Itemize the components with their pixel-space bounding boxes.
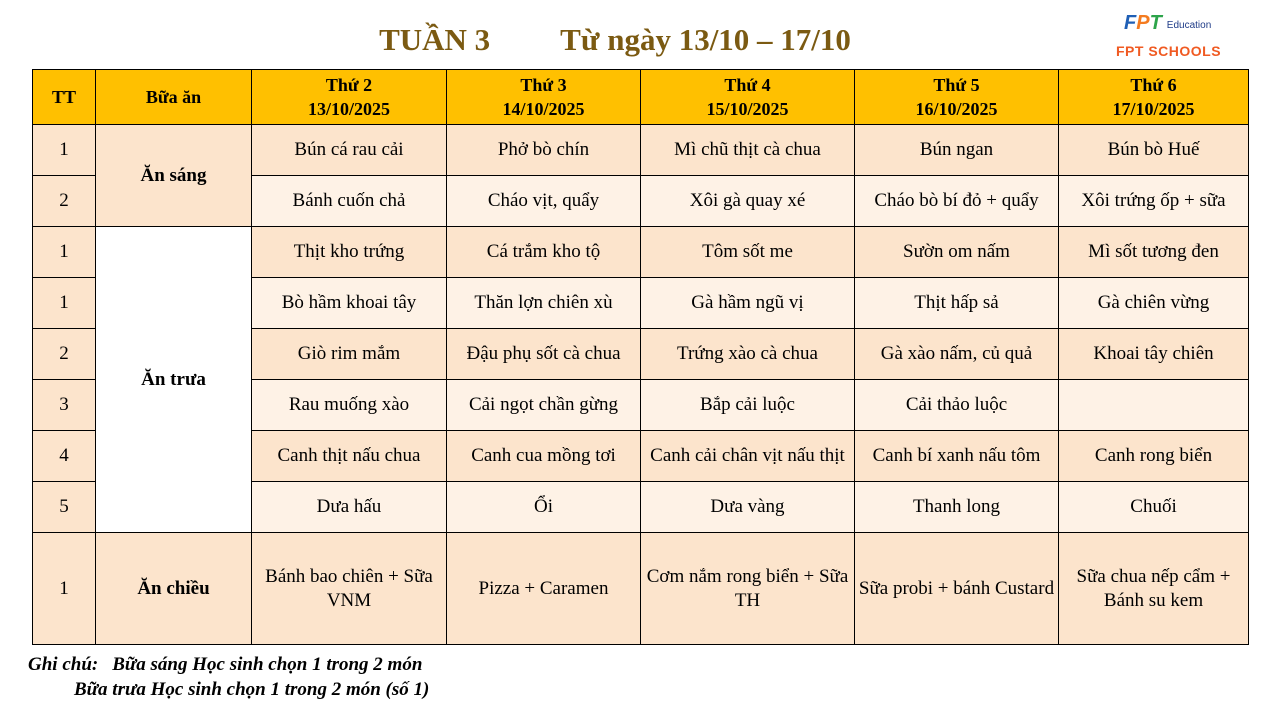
row-number: 4 bbox=[33, 431, 96, 482]
header-day-3 bbox=[641, 70, 855, 125]
dish-cell: Cải ngọt chần gừng bbox=[447, 380, 641, 431]
logo-letter-t: T bbox=[1149, 12, 1162, 34]
dish-cell: Canh cải chân vịt nấu thịt bbox=[641, 431, 855, 482]
header-day-1 bbox=[252, 70, 447, 125]
dish-cell: Thịt kho trứng bbox=[252, 227, 447, 278]
header-day-4 bbox=[855, 70, 1059, 125]
dish-cell: Pizza + Caramen bbox=[447, 533, 641, 645]
row-number: 2 bbox=[33, 176, 96, 227]
dish-cell: Mì chũ thịt cà chua bbox=[641, 125, 855, 176]
day-name: Thứ 3 bbox=[520, 75, 567, 95]
day-date: 17/10/2025 bbox=[1112, 99, 1195, 119]
dish-cell: Canh cua mồng tơi bbox=[447, 431, 641, 482]
dish-cell: Xôi gà quay xé bbox=[641, 176, 855, 227]
dish-cell: Gà chiên vừng bbox=[1059, 278, 1249, 329]
header-day-2 bbox=[447, 70, 641, 125]
weekly-menu-table bbox=[32, 69, 1249, 645]
dish-cell: Cá trắm kho tộ bbox=[447, 227, 641, 278]
dish-cell: Đậu phụ sốt cà chua bbox=[447, 329, 641, 380]
dish-cell: Gà hầm ngũ vị bbox=[641, 278, 855, 329]
dish-cell: Bún cá rau cải bbox=[252, 125, 447, 176]
day-name: Thứ 5 bbox=[933, 75, 980, 95]
dish-cell: Bún bò Huế bbox=[1059, 125, 1249, 176]
logo-education: Education bbox=[1166, 20, 1212, 31]
header-tt: TT bbox=[33, 70, 96, 125]
dish-cell: Cơm nắm rong biển + Sữa TH bbox=[641, 533, 855, 645]
dish-cell: Khoai tây chiên bbox=[1059, 329, 1249, 380]
dish-cell bbox=[1059, 380, 1249, 431]
dish-cell: Cháo bò bí đỏ + quẩy bbox=[855, 176, 1059, 227]
row-number: 3 bbox=[33, 380, 96, 431]
date-range: Từ ngày 13/10 – 17/10 bbox=[560, 22, 851, 57]
day-date: 15/10/2025 bbox=[706, 99, 789, 119]
dish-cell: Thăn lợn chiên xù bbox=[447, 278, 641, 329]
dish-cell: Phở bò chín bbox=[447, 125, 641, 176]
row-number: 5 bbox=[33, 482, 96, 533]
dish-cell: Canh thịt nấu chua bbox=[252, 431, 447, 482]
table-row bbox=[33, 533, 1249, 645]
dish-cell: Thanh long bbox=[855, 482, 1059, 533]
notes bbox=[28, 652, 429, 702]
header-day-5 bbox=[1059, 70, 1249, 125]
logo-letter-f: F bbox=[1124, 12, 1137, 34]
dish-cell: Xôi trứng ốp + sữa bbox=[1059, 176, 1249, 227]
dish-cell: Cải thảo luộc bbox=[855, 380, 1059, 431]
row-number: 1 bbox=[33, 125, 96, 176]
dish-cell: Canh rong biển bbox=[1059, 431, 1249, 482]
dish-cell: Canh bí xanh nấu tôm bbox=[855, 431, 1059, 482]
dish-cell: Tôm sốt me bbox=[641, 227, 855, 278]
dish-cell: Bắp cải luộc bbox=[641, 380, 855, 431]
meal-lunch: Ăn trưa bbox=[96, 227, 252, 533]
dish-cell: Sữa chua nếp cẩm + Bánh su kem bbox=[1059, 533, 1249, 645]
table-header-row bbox=[33, 70, 1249, 125]
day-name: Thứ 6 bbox=[1130, 75, 1177, 95]
meal-afternoon: Ăn chiều bbox=[96, 533, 252, 645]
dish-cell: Giò rim mắm bbox=[252, 329, 447, 380]
dish-cell: Dưa vàng bbox=[641, 482, 855, 533]
dish-cell: Trứng xào cà chua bbox=[641, 329, 855, 380]
dish-cell: Bún ngan bbox=[855, 125, 1059, 176]
row-number: 1 bbox=[33, 533, 96, 645]
dish-cell: Thịt hấp sả bbox=[855, 278, 1059, 329]
day-name: Thứ 2 bbox=[325, 75, 373, 95]
logo-schools: FPT SCHOOLS bbox=[1116, 43, 1222, 59]
row-number: 2 bbox=[33, 329, 96, 380]
note-label: Ghi chú: bbox=[28, 654, 99, 675]
row-number: 1 bbox=[33, 278, 96, 329]
day-date: 16/10/2025 bbox=[915, 99, 998, 119]
dish-cell: Bò hầm khoai tây bbox=[252, 278, 447, 329]
dish-cell: Rau muống xào bbox=[252, 380, 447, 431]
dish-cell: Dưa hấu bbox=[252, 482, 447, 533]
page-title bbox=[0, 20, 1230, 60]
dish-cell: Ổi bbox=[447, 482, 641, 533]
dish-cell: Sữa probi + bánh Custard bbox=[855, 533, 1059, 645]
dish-cell: Mì sốt tương đen bbox=[1059, 227, 1249, 278]
day-date: 14/10/2025 bbox=[502, 99, 585, 119]
day-date: 13/10/2025 bbox=[307, 99, 390, 119]
meal-breakfast: Ăn sáng bbox=[96, 125, 252, 227]
dish-cell: Gà xào nấm, củ quả bbox=[855, 329, 1059, 380]
day-name: Thứ 4 bbox=[724, 75, 771, 95]
dish-cell: Bánh bao chiên + Sữa VNM bbox=[252, 533, 447, 645]
dish-cell: Bánh cuốn chả bbox=[252, 176, 447, 227]
logo-letter-p: P bbox=[1136, 12, 1150, 34]
row-number: 1 bbox=[33, 227, 96, 278]
note-breakfast: Bữa sáng Học sinh chọn 1 trong 2 món bbox=[112, 654, 423, 675]
header-meal: Bữa ăn bbox=[96, 70, 252, 125]
dish-cell: Cháo vịt, quẩy bbox=[447, 176, 641, 227]
fpt-wordmark bbox=[1124, 12, 1162, 35]
fpt-schools-logo bbox=[1112, 12, 1242, 64]
week-label: TUẦN 3 bbox=[379, 22, 491, 57]
dish-cell: Sườn om nấm bbox=[855, 227, 1059, 278]
table-row bbox=[33, 227, 1249, 278]
table-row bbox=[33, 125, 1249, 176]
dish-cell: Chuối bbox=[1059, 482, 1249, 533]
note-lunch: Bữa trưa Học sinh chọn 1 trong 2 món (số 1) bbox=[74, 679, 430, 700]
